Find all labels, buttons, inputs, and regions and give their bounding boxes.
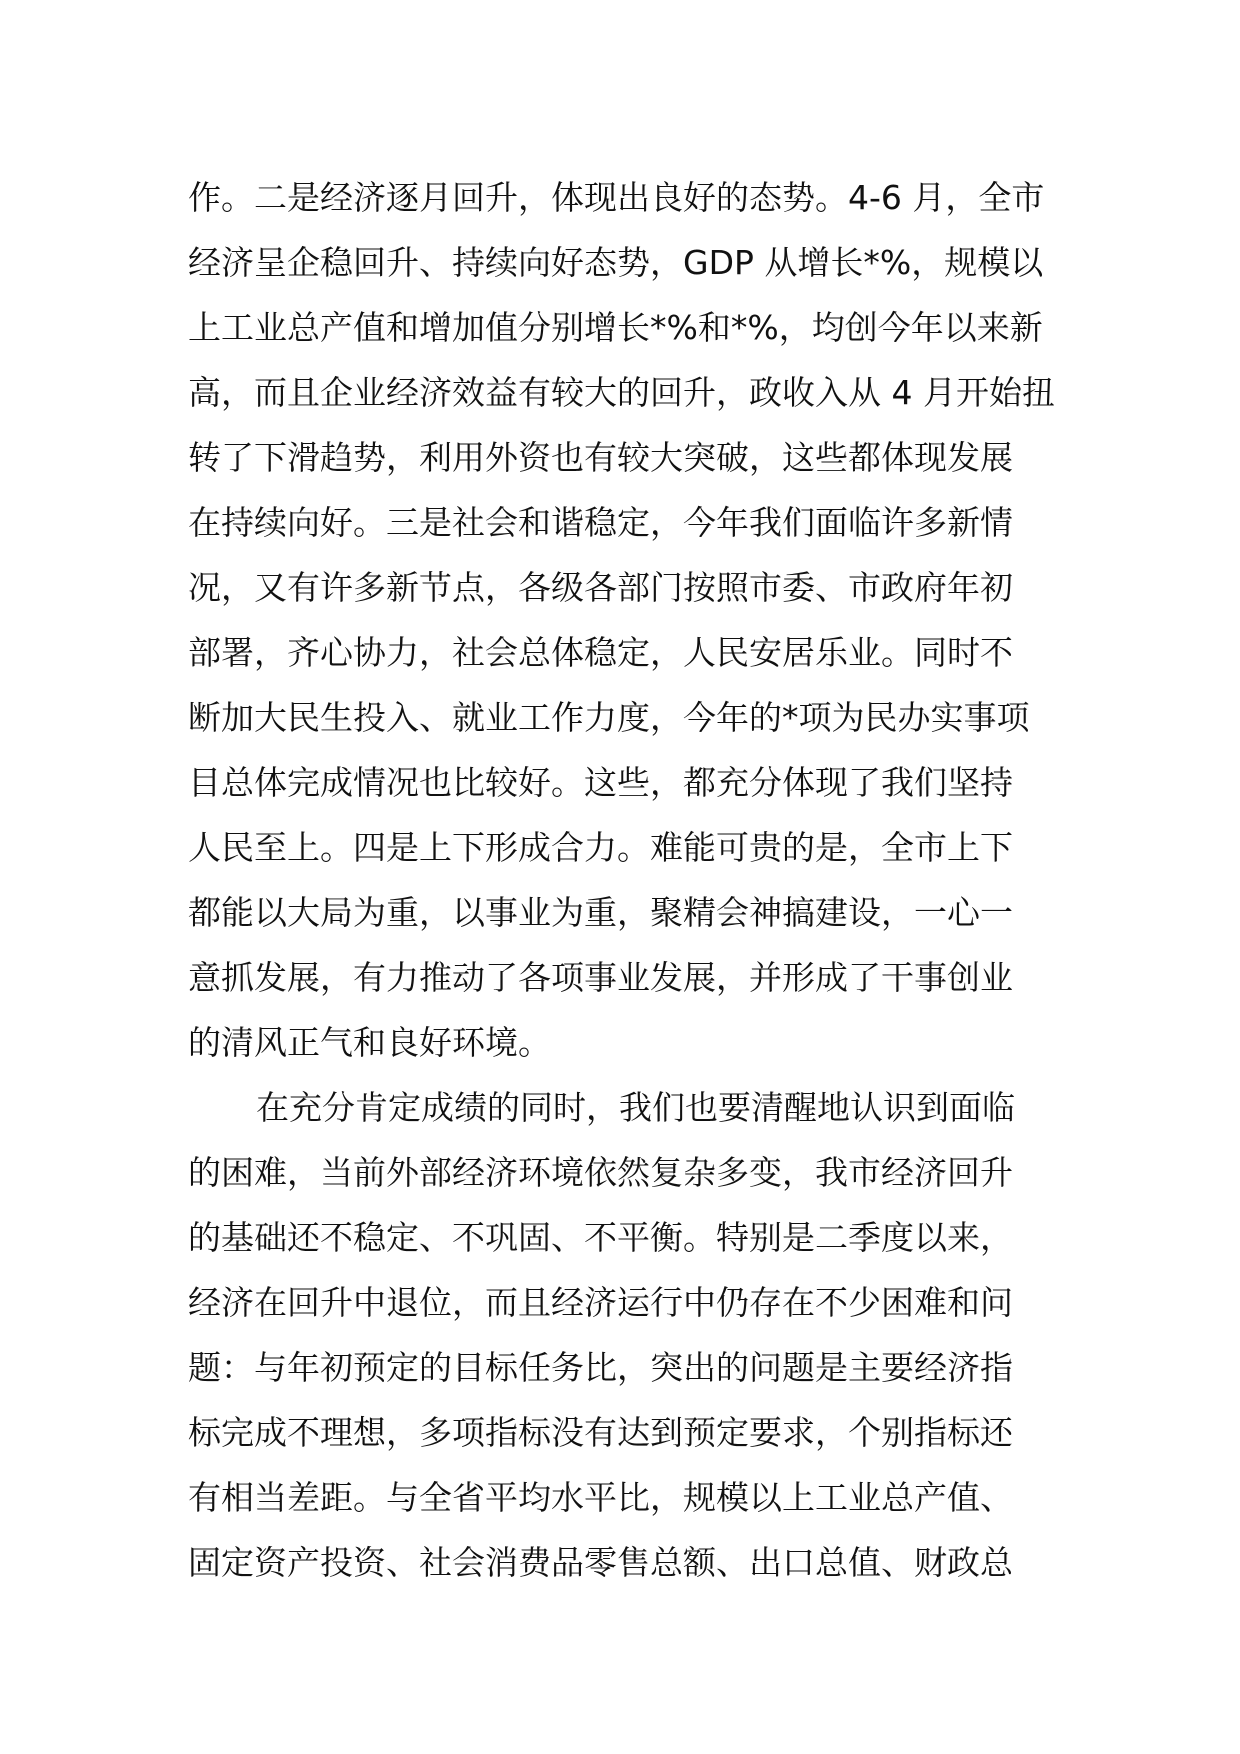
text-line: 上工业总产值和增加值分别增长*%和*%，均创今年以来新 [188,308,1043,347]
text-line: 经济在回升中退位，而且经济运行中仍存在不少困难和问 [188,1283,1013,1322]
paragraph-start-line: 在充分肯定成绩的同时，我们也要清醒地认识到面临 [256,1088,1015,1127]
text-line: 固定资产投资、社会消费品零售总额、出口总值、财政总 [188,1543,1013,1582]
text-line: 的基础还不稳定、不巩固、不平衡。特别是二季度以来， [188,1218,1013,1257]
text-line: 转了下滑趋势，利用外资也有较大突破，这些都体现发展 [188,438,1013,477]
body-text [188,165,1058,1595]
text-line: 人民至上。四是上下形成合力。难能可贵的是，全市上下 [188,828,1013,867]
text-line: 经济呈企稳回升、持续向好态势，GDP 从增长*%，规模以 [188,243,1044,282]
text-line: 意抓发展，有力推动了各项事业发展，并形成了干事创业 [188,958,1013,997]
text-line: 有相当差距。与全省平均水平比，规模以上工业总产值、 [188,1478,1013,1517]
text-line: 断加大民生投入、就业工作力度，今年的*项为民办实事项 [188,698,1030,737]
text-line: 题：与年初预定的目标任务比，突出的问题是主要经济指 [188,1348,1013,1387]
text-line: 作。二是经济逐月回升，体现出良好的态势。4-6 月，全市 [188,178,1045,217]
text-line: 都能以大局为重，以事业为重，聚精会神搞建设，一心一 [188,893,1013,932]
text-line: 的困难，当前外部经济环境依然复杂多变，我市经济回升 [188,1153,1013,1192]
text-line: 况，又有许多新节点，各级各部门按照市委、市政府年初 [188,568,1013,607]
text-line: 标完成不理想，多项指标没有达到预定要求，个别指标还 [188,1413,1013,1452]
text-line: 高，而且企业经济效益有较大的回升，政收入从 4 月开始扭 [188,373,1055,412]
text-line: 部署，齐心协力，社会总体稳定，人民安居乐业。同时不 [188,633,1013,672]
text-line: 目总体完成情况也比较好。这些，都充分体现了我们坚持 [188,763,1013,802]
text-line: 在持续向好。三是社会和谐稳定，今年我们面临许多新情 [188,503,1013,542]
text-line: 的清风正气和良好环境。 [188,1023,551,1062]
